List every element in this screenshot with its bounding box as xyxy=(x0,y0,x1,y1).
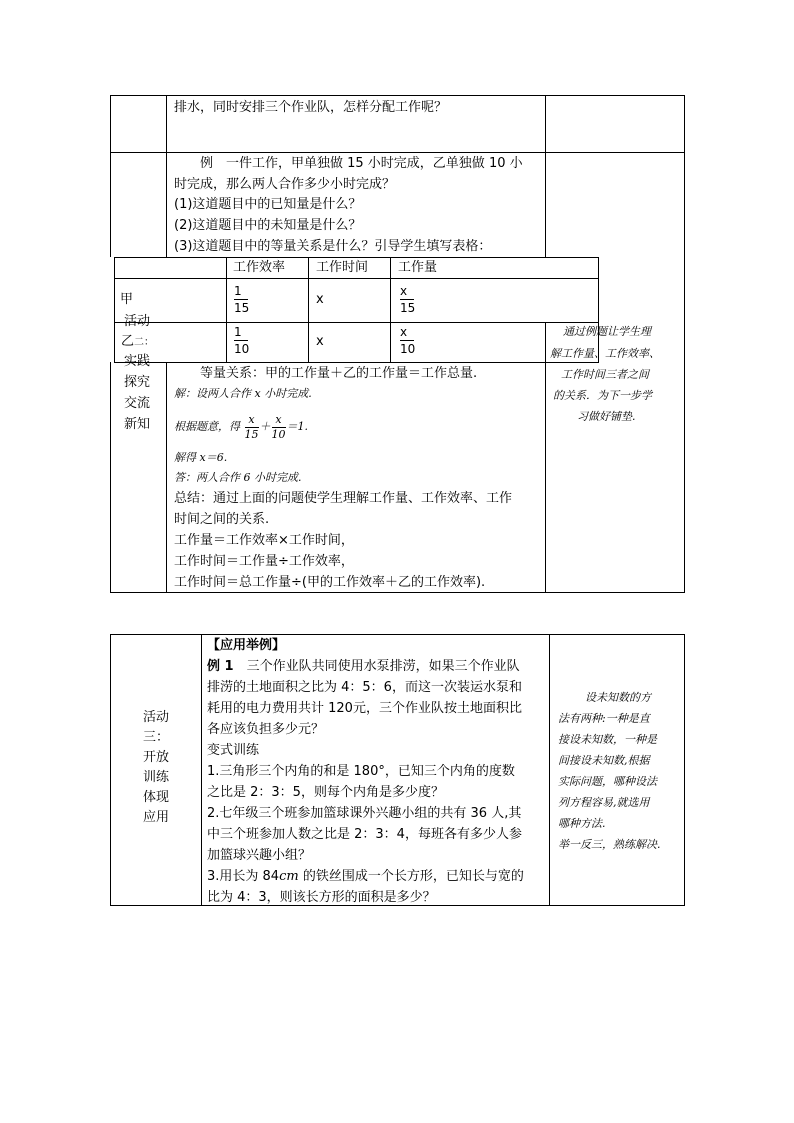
example1-line-2: 排涝的土地面积之比为 4：5：6，而这一次装运水泵和 xyxy=(207,680,522,695)
right-note-2-line-5: 实际问题，哪种设法 xyxy=(558,775,657,788)
eq-frac-2 xyxy=(272,414,286,441)
eq-suffix: ＝1. xyxy=(286,420,308,433)
activity2-line1: 活动 xyxy=(124,314,151,329)
eq-frac-1-den: 15 xyxy=(244,427,259,441)
variant-heading: 变式训练 xyxy=(207,743,260,758)
jia-efficiency-num: 1 xyxy=(234,284,242,298)
yi-label-and-activity2-line2 xyxy=(121,332,154,353)
table1-right-border xyxy=(684,95,685,592)
relation-text: 等量关系：甲的工作量＋乙的工作量＝工作总量. xyxy=(200,366,478,381)
inner-table-col-2 xyxy=(308,257,309,362)
example-line-2: 时完成，那么两人合作多少小时完成？ xyxy=(174,177,396,192)
table1-left-border-lower xyxy=(110,362,111,592)
activity3-line4: 训练 xyxy=(142,770,169,785)
example1-line-1 xyxy=(207,657,520,677)
yi-work-num: x xyxy=(400,325,408,339)
variant2-line-3: 加篮球兴趣小组？ xyxy=(207,848,312,863)
activity3-line6: 应用 xyxy=(142,810,169,825)
example1-line-3: 耗用的电力费用共计 120元，三个作业队按土地面积比 xyxy=(207,701,522,716)
table1-top-border xyxy=(110,95,685,96)
inner-table-mid-line xyxy=(114,322,599,323)
jia-efficiency xyxy=(234,284,249,315)
table1-col-divider-1a xyxy=(166,95,167,257)
answer-line: 答：两人合作 6 小时完成. xyxy=(174,471,302,484)
header-work: 工作量 xyxy=(398,260,438,275)
right-note-1-line-2: 解工作量、工作效率、 xyxy=(550,347,660,360)
question-3: (3)这道题目中的等量关系是什么？引导学生填写表格： xyxy=(174,239,492,254)
yi-work-den: 10 xyxy=(400,342,416,356)
variant3-line-1-a: 3.用长为 84 xyxy=(207,869,280,884)
inner-table-col-3 xyxy=(390,257,391,362)
table1-top-row-text: 排水，同时安排三个作业队，怎样分配工作呢？ xyxy=(174,100,448,115)
activity2-line6: 新知 xyxy=(124,417,151,432)
jia-efficiency-den: 15 xyxy=(234,301,250,315)
right-note-1-line-3: 工作时间三者之间 xyxy=(561,368,649,381)
table1-col-divider-2a xyxy=(545,95,546,257)
activity3-label xyxy=(111,708,201,828)
right-note-1-line-1: 通过例题让学生理 xyxy=(563,325,651,338)
eq-frac-2-den: 10 xyxy=(271,427,286,441)
formula-3: 工作时间＝总工作量÷(甲的工作效率＋乙的工作效率). xyxy=(174,575,486,590)
solution-intro: 解：设两人合作 x 小时完成. xyxy=(174,387,312,400)
right-note-2-line-3: 接设未知数，一种是 xyxy=(558,733,657,746)
table2-col-divider-1 xyxy=(201,634,202,906)
inner-table-header-line xyxy=(114,278,599,279)
variant3-line-1 xyxy=(207,867,524,887)
variant1-line-1: 1.三角形三个内角的和是 180°，已知三个内角的度数 xyxy=(207,764,515,779)
variant3-unit: cm xyxy=(279,869,299,884)
right-note-1-line-5: 习做好铺垫. xyxy=(577,410,636,423)
variant3-line-2: 比为 4：3，则该长方形的面积是多少？ xyxy=(207,890,436,905)
yi-work xyxy=(400,325,415,356)
variant1-line-2: 之比是 2：3：5，则每个内角是多少度？ xyxy=(207,785,444,800)
inner-table-left xyxy=(114,257,115,362)
formula-2: 工作时间＝工作量÷工作效率， xyxy=(174,554,354,569)
example1-line-4: 各应该负担多少元？ xyxy=(207,722,325,737)
right-note-1-line-4: 的关系．为下一步学 xyxy=(553,389,652,402)
inner-table-bottom xyxy=(114,362,599,363)
table1-col-divider-1b xyxy=(166,362,167,592)
activity3-line3: 开放 xyxy=(142,750,169,765)
activity3-line5: 体现 xyxy=(142,790,169,805)
variant2-line-1: 2.七年级三个班参加篮球课外兴趣小组的共有 36 人,其 xyxy=(207,806,522,821)
header-efficiency: 工作效率 xyxy=(233,260,286,275)
example1-label: 例 1 xyxy=(207,659,234,674)
right-note-2-line-8: 举一反三，熟练解决. xyxy=(558,838,661,851)
eq-frac-2-num: x xyxy=(275,412,282,426)
eq-frac-1-num: x xyxy=(248,412,255,426)
activity2-line5: 交流 xyxy=(124,396,151,411)
activity3-line1: 活动 xyxy=(142,710,169,725)
header-time: 工作时间 xyxy=(316,260,369,275)
section-header: 【应用举例】 xyxy=(207,638,286,653)
variant3-line-1-b: 的铁丝围成一个长方形，已知长与宽的 xyxy=(298,869,524,884)
jia-work-den: 15 xyxy=(400,301,416,315)
activity2-line4: 探究 xyxy=(124,375,151,390)
question-1: (1)这道题目中的已知量是什么？ xyxy=(174,197,362,212)
eq-plus: ＋ xyxy=(259,420,271,433)
yi-efficiency-den: 10 xyxy=(234,342,250,356)
yi-time: x xyxy=(316,334,324,349)
summary-line-1: 总结：通过上面的问题使学生理解工作量、工作效率、工作 xyxy=(174,491,513,506)
equation-line xyxy=(174,412,308,442)
jia-work-num: x xyxy=(400,284,408,298)
table1-left-border-upper xyxy=(110,95,111,257)
activity2-line2: 二： xyxy=(134,337,155,348)
solve-line: 解得 x＝6. xyxy=(174,451,228,464)
equation-prefix: 根据题意，得 xyxy=(174,420,240,433)
right-note-2-line-6: 列方程容易,就选用 xyxy=(558,796,650,809)
yi-efficiency-num: 1 xyxy=(234,325,242,339)
variant2-line-2: 中三个班参加人数之比是 2：3：4，每班各有多少人参 xyxy=(207,827,522,842)
summary-line-2: 时间之间的关系. xyxy=(174,512,270,527)
right-note-2-line-4: 间接设未知数,根据 xyxy=(558,754,650,767)
yi-efficiency xyxy=(234,325,249,356)
jia-work xyxy=(400,284,415,315)
example-line-1: 例 一件工作，甲单独做 15 小时完成，乙单独做 10 小 xyxy=(200,156,523,171)
jia-time: x xyxy=(316,292,324,307)
question-2: (2)这道题目中的未知量是什么？ xyxy=(174,218,362,233)
table2-col-divider-2 xyxy=(549,634,550,906)
activity3-line2: 三： xyxy=(142,730,169,745)
row-label-yi: 乙 xyxy=(121,334,135,349)
right-note-2-line-7: 哪种方法. xyxy=(558,817,606,830)
right-note-2-line-2: 法有两种:一种是直 xyxy=(558,712,650,725)
table1-row-divider xyxy=(110,152,685,153)
inner-table-col-1 xyxy=(226,257,227,362)
row-label-jia: 甲 xyxy=(120,292,134,307)
activity2-line3: 实践 xyxy=(124,354,151,369)
right-note-2-line-1: 设未知数的方 xyxy=(585,691,651,704)
example1-line-1-text: 三个作业队共同使用水泵排涝，如果三个作业队 xyxy=(233,659,520,674)
eq-frac-1 xyxy=(245,414,259,441)
formula-1: 工作量＝工作效率×工作时间， xyxy=(174,533,354,548)
